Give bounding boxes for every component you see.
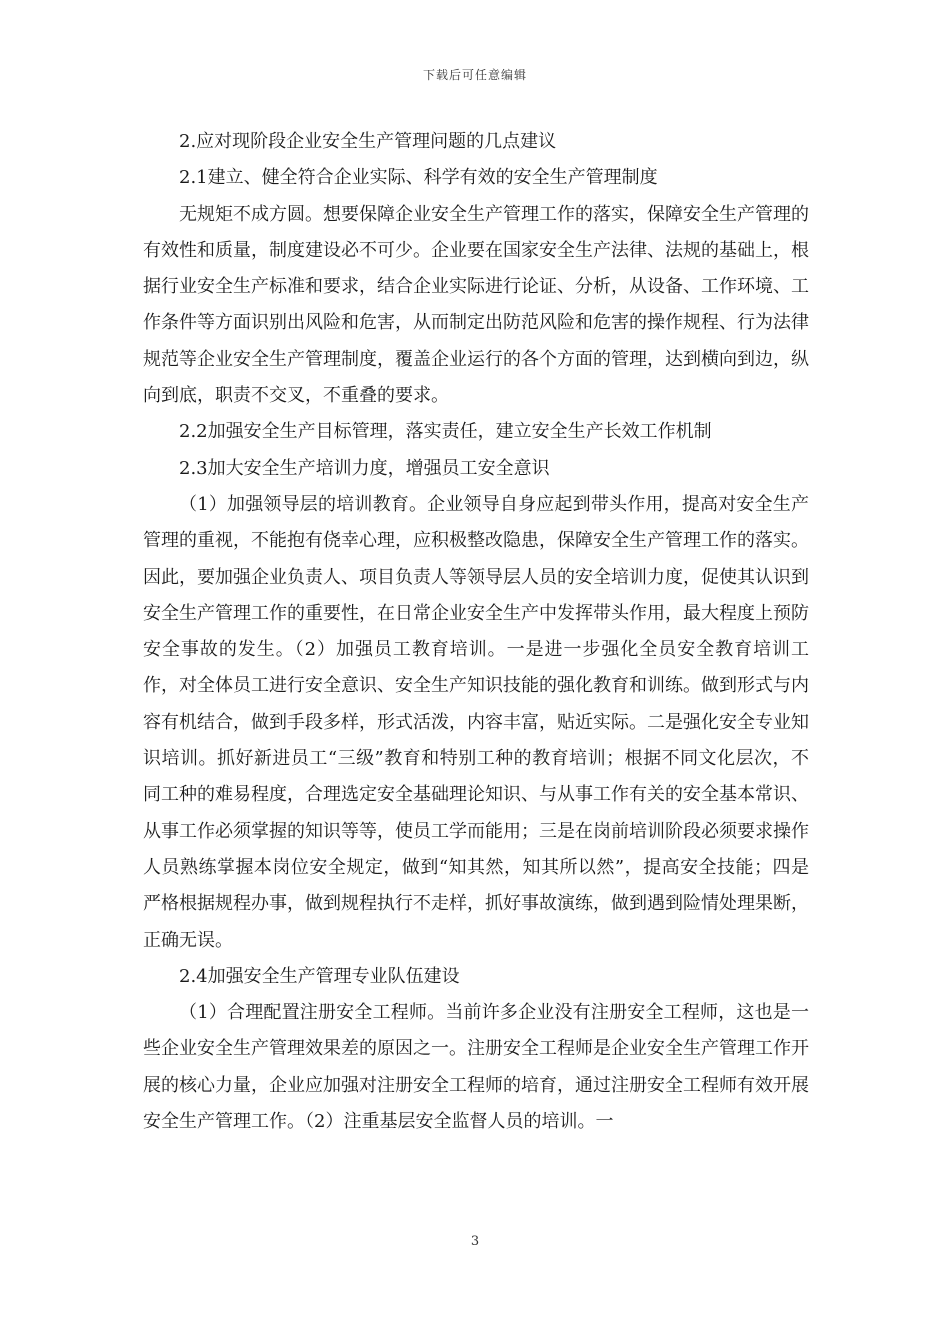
subsection-heading: 2.3加大安全生产培训力度，增强员工安全意识 [179, 457, 550, 479]
page-number: 3 [470, 1234, 480, 1249]
subsection-heading: 2.4加强安全生产管理专业队伍建设 [179, 965, 460, 987]
document-body [143, 124, 809, 1140]
subsection-heading: 2.1建立、健全符合企业实际、科学有效的安全生产管理制度 [179, 167, 658, 189]
page-header: 下载后可任意编辑 [422, 68, 527, 82]
body-paragraph: （1）加强领导层的培训教育。企业领导自身应起到带头作用，提高对安全生产管理的重视，不能抱有侥幸心理，应积极整改隐患，保障安全生产管理工作的落实。因此，要加强企业负责人、项目负责人等领导层人员的安全培训力度，促使其认识到安全生产管理工作的重要性，在日常企业安全生产中发挥带头作用，最大程度上预防安全事故的发生。（2）加强员工教育培训。一是进一步强化全员安全教育培训工作，对全体员工进行安全意识、安全生产知识技能的强化教育和训练。做到形式与内容有机结合，做到手段多样，形式活泼，内容丰富，贴近实际。二是强化安全专业知识培训。抓好新进员工“三级”教育和特别工种的教育培训；根据不同文化层次，不同工种的难易程度，合理选定安全基础理论知识、与从事工作有关的安全基本常识、从事工作必须掌握的知识等等，使员工学而能用；三是在岗前培训阶段必须要求操作人员熟练掌握本岗位安全规定，做到“知其然，知其所以然”，提高安全技能；四是严格根据规程办事，做到规程执行不走样，抓好事故演练，做到遇到险情处理果断，正确无误。 [143, 493, 809, 951]
subsection-heading: 2.2加强安全生产目标管理，落实责任，建立安全生产长效工作机制 [179, 421, 712, 443]
body-paragraph: 无规矩不成方圆。想要保障企业安全生产管理工作的落实，保障安全生产管理的有效性和质量，制度建设必不可少。企业要在国家安全生产法律、法规的基础上，根据行业安全生产标准和要求，结合企业实际进行论证、分析，从设备、工作环境、工作条件等方面识别出风险和危害，从而制定出防范风险和危害的操作规程、行为法律规范等企业安全生产管理制度，覆盖企业运行的各个方面的管理，达到横向到边，纵向到底，职责不交叉，不重叠的要求。 [143, 203, 809, 407]
section-heading: 2.应对现阶段企业安全生产管理问题的几点建议 [179, 131, 557, 152]
body-paragraph: （1）合理配置注册安全工程师。当前许多企业没有注册安全工程师，这也是一些企业安全生产管理效果差的原因之一。注册安全工程师是企业安全生产管理工作开展的核心力量，企业应加强对注册安全工程师的培育，通过注册安全工程师有效开展安全生产管理工作。（2）注重基层安全监督人员的培训。一 [143, 1002, 809, 1133]
